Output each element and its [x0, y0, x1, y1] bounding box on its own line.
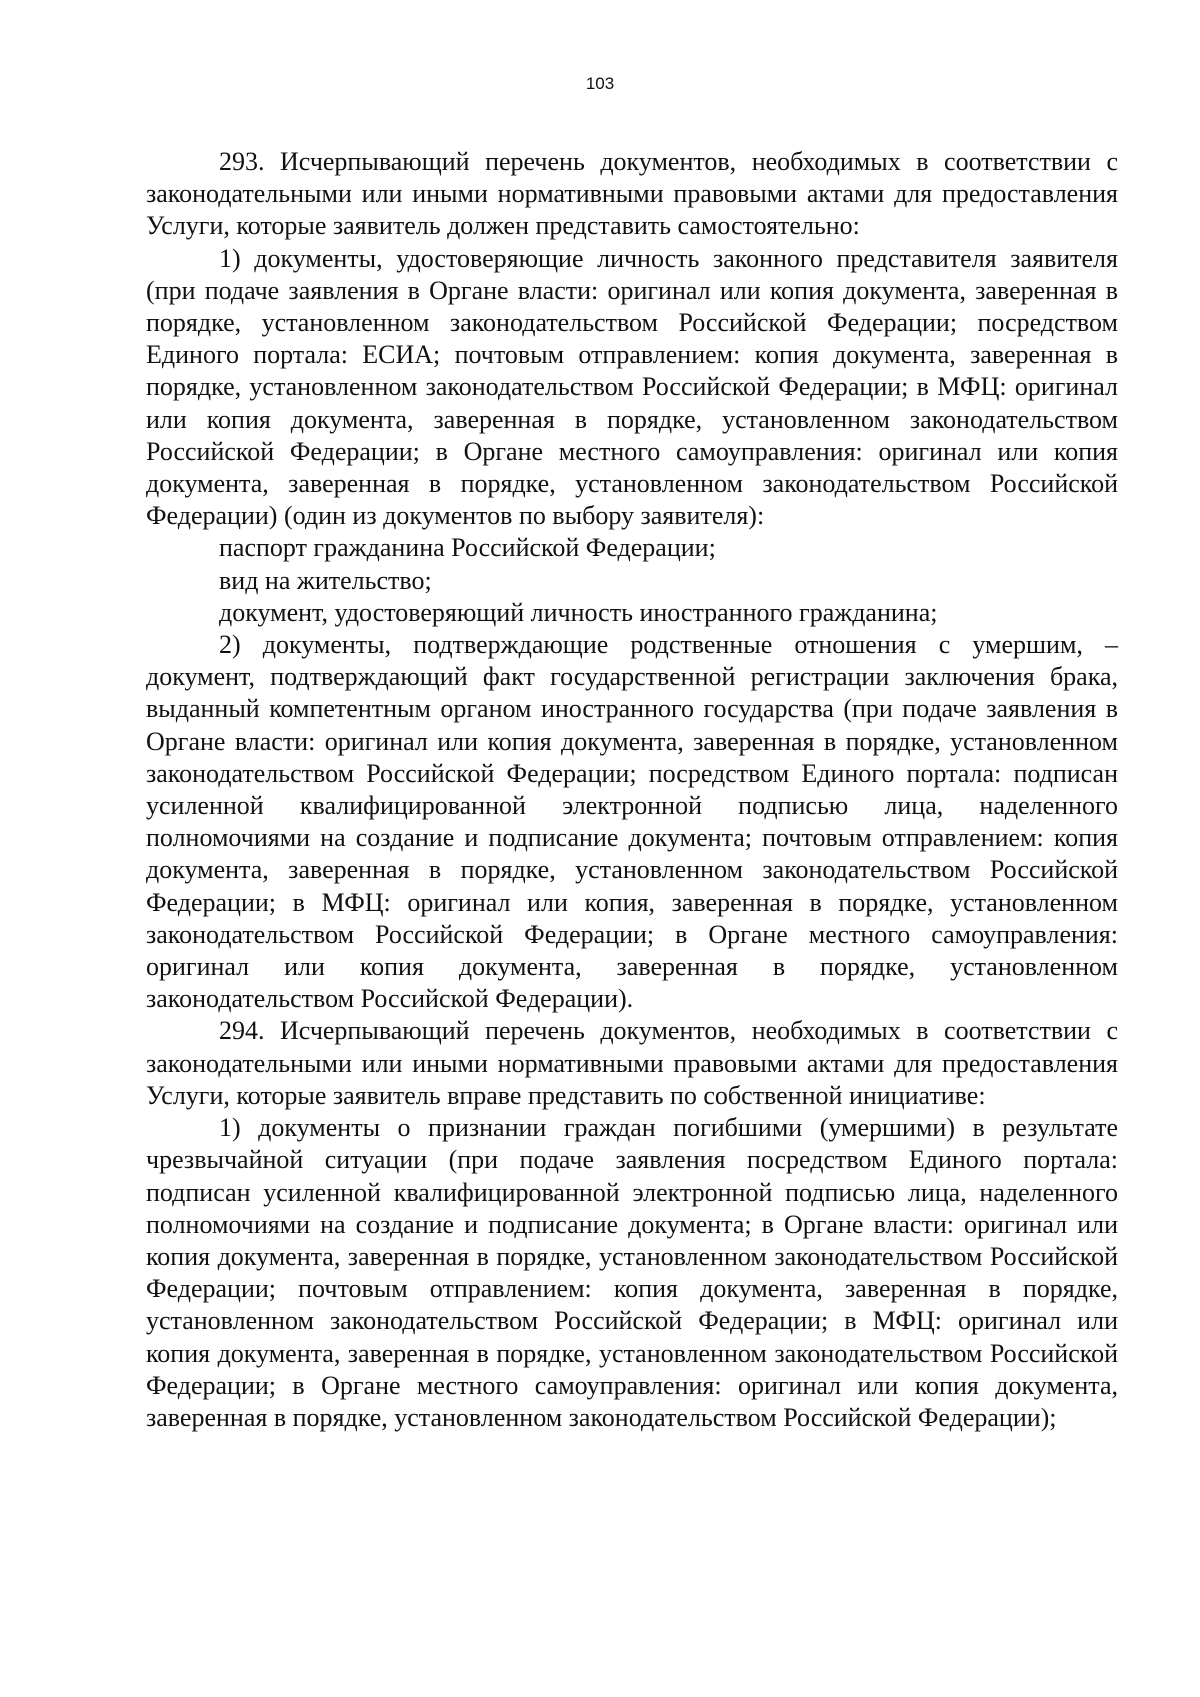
list-item-passport: паспорт гражданина Российской Федерации; — [219, 533, 716, 563]
list-item-residence-permit: вид на жительство; — [219, 565, 432, 595]
document-body — [146, 146, 1118, 1434]
list-item-foreign-id: документ, удостоверяющий личность иностранного гражданина; — [219, 597, 938, 627]
page-number: 103 — [585, 74, 615, 93]
item-1-identity-documents: 1) документы, удостоверяющие личность законного представителя заявителя (при подаче заявления в Органе власти: оригинал или копия документа, заверенная в порядке, установленном законодательством Российской Федерации; посредством Единого портала: ЕСИА; почтовым отправлением: копия документа, заверенная в порядке, установленном законодательством Российской Федерации; в МФЦ: оригинал или копия документа, заверенная в порядке, установленном законодательством Российской Федерации; в Органе местного самоуправления: оригинал или копия документа, заверенная в порядке, установленном законодательством Российской Федерации) (один из документов по выбору заявителя): — [146, 243, 1118, 531]
paragraph-293: 293. Исчерпывающий перечень документов, необходимых в соответствии с законодательными или иными нормативными правовыми актами для предоставления Услуги, которые заявитель должен представить самостоятельно: — [146, 147, 1118, 241]
item-1-death-recognition-documents: 1) документы о признании граждан погибшими (умершими) в результате чрезвычайной ситуации (при подаче заявления посредством Единого портала: подписан усиленной квалифицированной электронной подписью лица, наделенного полномочиями на создание и подписание документа; в Органе власти: оригинал или копия документа, заверенная в порядке, установленном законодательством Российской Федерации; почтовым отправлением: копия документа, заверенная в порядке, установленном законодательством Российской Федерации; в МФЦ: оригинал или копия документа, заверенная в порядке, установленном законодательством Российской Федерации; в Органе местного самоуправления: оригинал или копия документа, заверенная в порядке, установленном законодательством Российской Федерации); — [146, 1113, 1118, 1432]
item-2-kinship-documents: 2) документы, подтверждающие родственные отношения с умершим, – документ, подтверждающий факт государственной регистрации заключения брака, выданный компетентным органом иностранного государства (при подаче заявления в Органе власти: оригинал или копия документа, заверенная в порядке, установленном законодательством Российской Федерации; посредством Единого портала: подписан усиленной квалифицированной электронной подписью лица, наделенного полномочиями на создание и подписание документа; почтовым отправлением: копия документа, заверенная в порядке, установленном законодательством Российской Федерации; в МФЦ: оригинал или копия, заверенная в порядке, установленном законодательством Российской Федерации; в Органе местного самоуправления: оригинал или копия документа, заверенная в порядке, установленном законодательством Российской Федерации). — [146, 630, 1118, 1014]
paragraph-294: 294. Исчерпывающий перечень документов, необходимых в соответствии с законодательными или иными нормативными правовыми актами для предоставления Услуги, которые заявитель вправе представить по собственной инициативе: — [146, 1016, 1118, 1110]
